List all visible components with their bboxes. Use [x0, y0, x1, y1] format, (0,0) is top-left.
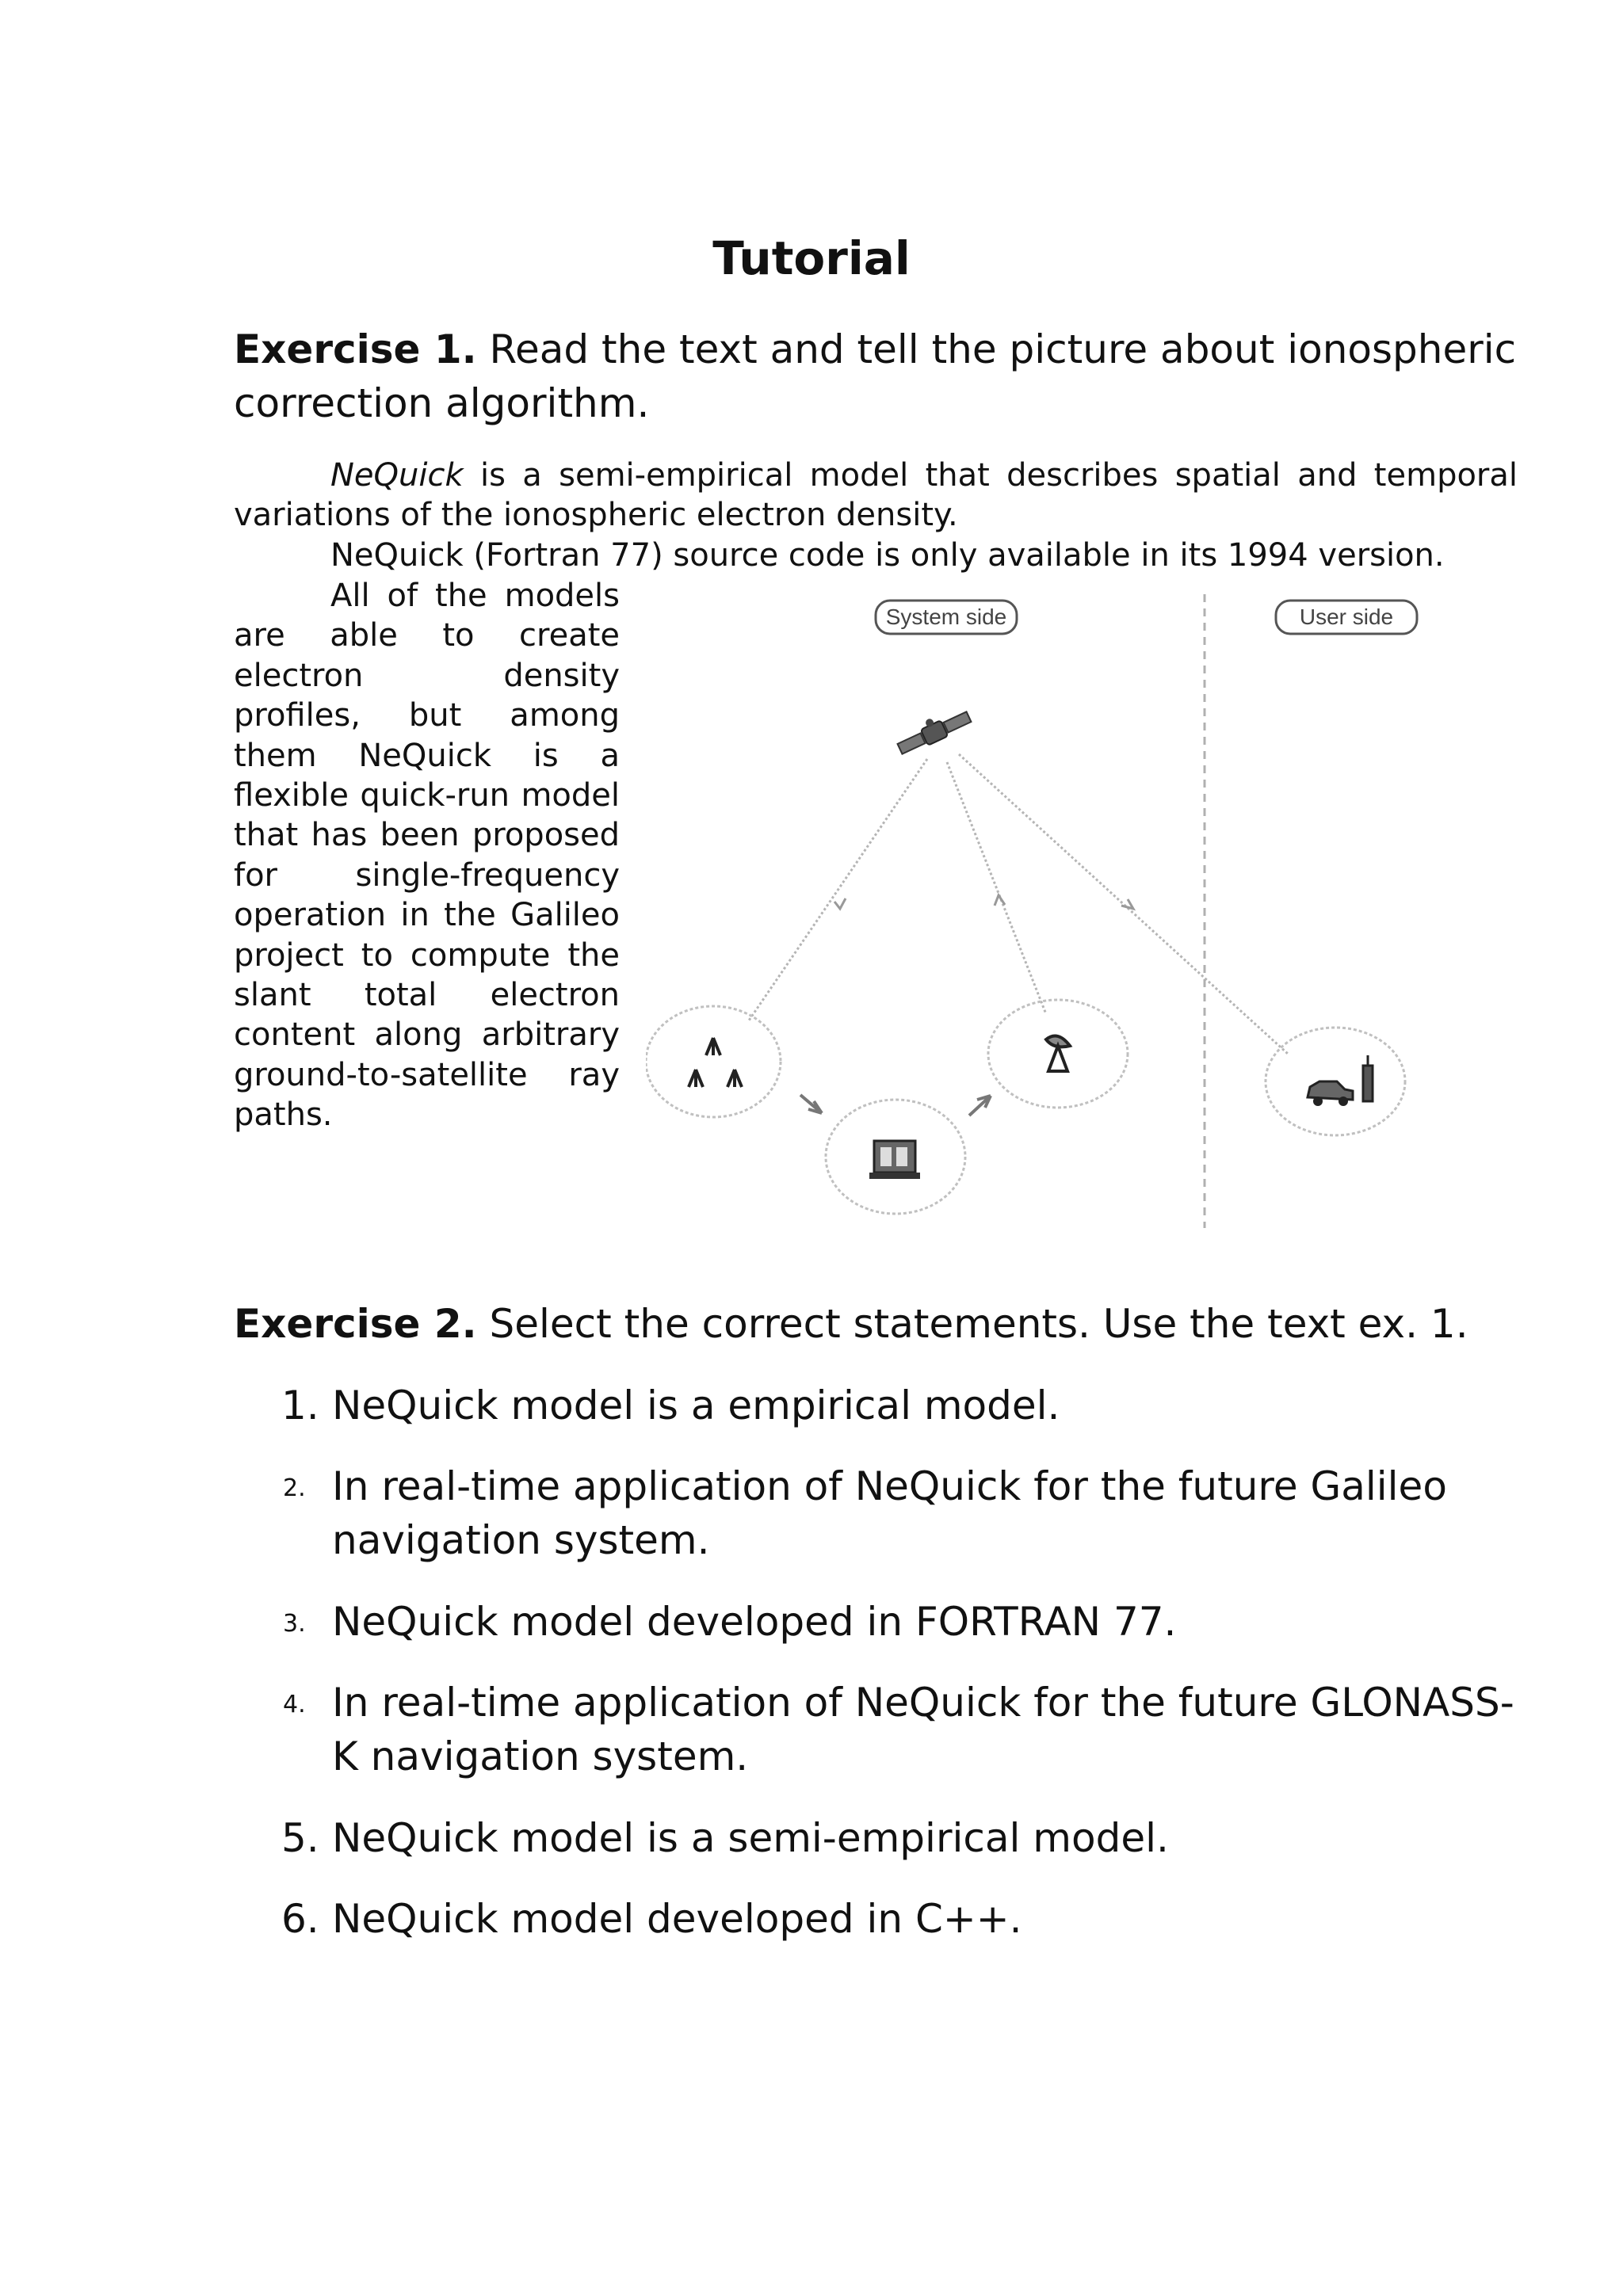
monitoring-stations-icon: [689, 1038, 742, 1087]
list-item-text: NeQuick model developed in FORTRAN 77.: [332, 1599, 1177, 1645]
list-item-number: 4.: [283, 1691, 306, 1718]
list-item-number: 3.: [283, 1610, 306, 1638]
paragraph-1: [234, 456, 1518, 535]
flow-arrow-to-uplink: [969, 1096, 991, 1116]
paragraph-1-text: is a semi-empirical model that describes spatial and temporal variations of the ionospheric electron density.: [234, 457, 1518, 533]
exercise-2-label: Exercise 2.: [234, 1301, 477, 1347]
page-title: Tutorial: [712, 231, 911, 285]
list-item-number: 1.: [281, 1383, 319, 1428]
system-side-label: System side: [885, 605, 1007, 629]
list-item-text: NeQuick model developed in C++.: [332, 1896, 1022, 1942]
gps-receiver-icon: [1363, 1055, 1373, 1101]
arrow-down-left: [834, 898, 846, 909]
flow-arrow-to-processing: [800, 1095, 822, 1113]
car-icon: [1308, 1081, 1353, 1106]
exercise-1-instruction-line1: Read the text and tell the picture about ionospheric: [476, 326, 1517, 372]
user-side-label-box: [1276, 601, 1417, 634]
signal-line-to-user: [959, 754, 1288, 1054]
uplink-antenna-icon: [1046, 1036, 1070, 1072]
paragraph-3: All of the models are able to create electron density profiles, but among them NeQuick is a flexible quick-run model that has been proposed for single-frequency operation in the Galileo project to compute the slant total electron content along arbitrary ground-to-satellite ray paths.: [234, 578, 620, 1134]
uplink-station-ellipse: [988, 1000, 1128, 1108]
ionospheric-correction-diagram: [646, 586, 1438, 1236]
nequick-italic: NeQuick: [330, 457, 464, 494]
list-item-number: 5.: [281, 1815, 319, 1861]
satellite-icon: [893, 703, 972, 757]
list-item-text: NeQuick model is a empirical model.: [332, 1383, 1060, 1428]
paragraph-2: NeQuick (Fortran 77) source code is only available in its 1994 version.: [330, 537, 1445, 574]
exercise-1-instruction-line2: correction algorithm.: [234, 380, 650, 426]
exercise-1-heading: [234, 322, 1518, 430]
exercise-2-instruction: Select the correct statements. Use the text ex. 1.: [476, 1301, 1468, 1347]
list-item-text: In real-time application of NeQuick for the future GLONASS- K navigation system.: [332, 1680, 1514, 1779]
signal-line-from-uplink: [947, 762, 1046, 1014]
exercise-2-heading: [234, 1297, 1518, 1351]
list-item-number: 2.: [283, 1474, 306, 1502]
monitoring-stations-ellipse: [646, 1006, 781, 1117]
list-item-text: NeQuick model is a semi-empirical model.: [332, 1815, 1169, 1861]
processing-center-icon: [869, 1141, 920, 1179]
exercise-1-label: Exercise 1.: [234, 326, 477, 372]
signal-line-to-stations: [749, 759, 927, 1020]
user-side-label: User side: [1299, 605, 1394, 629]
arrow-down-right: [1121, 899, 1133, 909]
system-side-label-box: [876, 601, 1017, 634]
arrow-up: [995, 895, 1005, 906]
list-item-number: 6.: [281, 1896, 319, 1942]
list-item-text: In real-time application of NeQuick for the future Galileo navigation system.: [332, 1463, 1447, 1563]
